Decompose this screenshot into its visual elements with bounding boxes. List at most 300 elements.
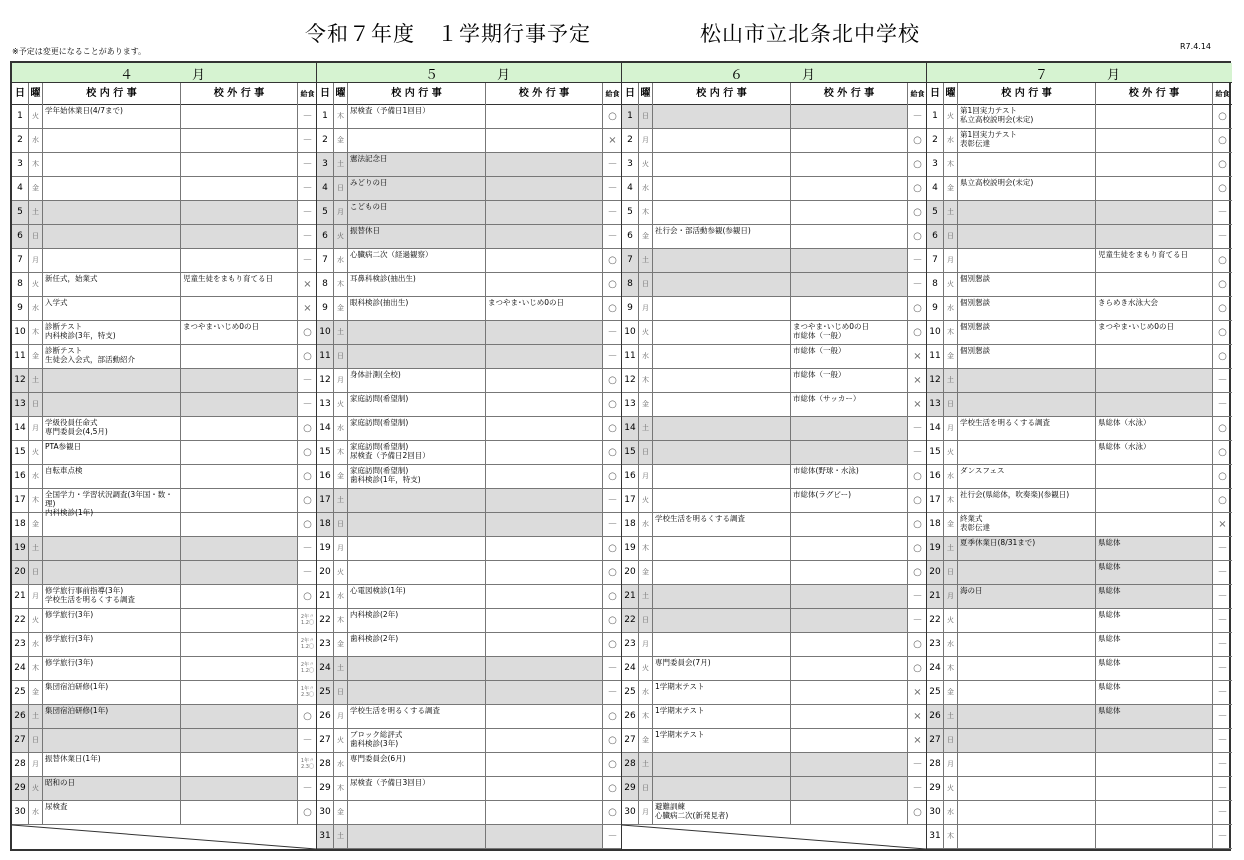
- day-cell: 13: [12, 393, 29, 416]
- day-cell: 22: [622, 609, 639, 632]
- external-event-cell: [1096, 513, 1213, 536]
- meal-cell: －: [607, 351, 618, 362]
- day-cell: 28: [927, 753, 944, 776]
- weekday-cell: 月: [944, 585, 958, 608]
- internal-event-cell: [653, 369, 791, 392]
- internal-event-cell: [958, 633, 1096, 656]
- meal-cell: 2年〃 1.2〇: [300, 638, 315, 650]
- day-cell: 6: [927, 225, 944, 248]
- meal-cell: ○: [608, 591, 617, 602]
- internal-event-cell: 診断テスト 生徒会入会式，部活動紹介: [43, 345, 181, 368]
- weekday-cell: 火: [334, 225, 348, 248]
- internal-event-cell: [958, 801, 1096, 824]
- meal-cell: ○: [1218, 111, 1227, 122]
- internal-event-cell: 学級役員任命式 専門委員会(4,5月): [43, 417, 181, 440]
- weekday-cell: 土: [944, 537, 958, 560]
- table-row: [622, 513, 926, 537]
- school-name: 松山市立北条北中学校: [700, 22, 920, 46]
- day-cell: 10: [622, 321, 639, 344]
- table-row: [622, 753, 926, 777]
- table-row: [317, 633, 621, 657]
- meal-cell: －: [1217, 639, 1228, 650]
- weekday-cell: 木: [334, 441, 348, 464]
- day-cell: 4: [317, 177, 334, 200]
- external-event-cell: [486, 753, 603, 776]
- day-cell: 27: [622, 729, 639, 752]
- internal-event-cell: 家庭訪問(希望制) 尿検査（予備日2回目）: [348, 441, 486, 464]
- col-meal: 給食: [1215, 90, 1230, 98]
- external-event-cell: [1096, 753, 1213, 776]
- internal-event-cell: [958, 153, 1096, 176]
- weekday-cell: 日: [639, 273, 653, 296]
- day-cell: 22: [317, 609, 334, 632]
- table-row: [317, 369, 621, 393]
- month-header: [927, 63, 1232, 83]
- meal-cell: －: [912, 111, 923, 122]
- table-row: [12, 561, 316, 585]
- internal-event-cell: [43, 393, 181, 416]
- meal-cell: －: [302, 159, 313, 170]
- weekday-cell: 日: [639, 105, 653, 128]
- internal-event-cell: [653, 633, 791, 656]
- external-event-cell: [181, 441, 298, 464]
- table-row: [927, 753, 1232, 777]
- day-cell: 9: [12, 297, 29, 320]
- day-cell: 18: [622, 513, 639, 536]
- internal-event-cell: 1学期末テスト: [653, 681, 791, 704]
- table-row: [927, 177, 1232, 201]
- meal-cell: ○: [608, 399, 617, 410]
- internal-event-cell: 身体計測(全校): [348, 369, 486, 392]
- col-day: 日: [12, 83, 29, 105]
- table-row: [317, 177, 621, 201]
- internal-event-cell: [348, 321, 486, 344]
- table-row: [622, 297, 926, 321]
- meal-cell: －: [912, 423, 923, 434]
- weekday-cell: 月: [29, 753, 43, 776]
- table-row: [927, 489, 1232, 513]
- table-row: [622, 201, 926, 225]
- external-event-cell: [486, 681, 603, 704]
- internal-event-cell: [958, 657, 1096, 680]
- weekday-cell: 火: [29, 777, 43, 800]
- table-row: [622, 369, 926, 393]
- weekday-cell: 火: [639, 489, 653, 512]
- table-row: [622, 465, 926, 489]
- day-cell: 9: [927, 297, 944, 320]
- table-row: [927, 729, 1232, 753]
- external-event-cell: [486, 369, 603, 392]
- internal-event-cell: [958, 609, 1096, 632]
- table-row: [927, 201, 1232, 225]
- meal-cell: －: [1217, 231, 1228, 242]
- month-unit: 月: [497, 68, 511, 83]
- day-cell: 16: [622, 465, 639, 488]
- day-cell: 27: [12, 729, 29, 752]
- weekday-cell: 金: [334, 297, 348, 320]
- external-event-cell: [1096, 489, 1213, 512]
- external-event-cell: [791, 609, 908, 632]
- table-row: [12, 177, 316, 201]
- meal-cell: ○: [303, 447, 312, 458]
- meal-cell: ○: [1218, 447, 1227, 458]
- meal-cell: ×: [303, 303, 312, 314]
- internal-event-cell: [348, 825, 486, 848]
- internal-event-cell: 修学旅行事前指導(3年) 学校生活を明るくする調査: [43, 585, 181, 608]
- col-weekday: 曜: [639, 83, 653, 105]
- internal-event-cell: 集団宿泊研修(1年): [43, 681, 181, 704]
- internal-event-cell: 社行会(県総体，吹奏楽)(参観日): [958, 489, 1096, 512]
- day-cell: 22: [12, 609, 29, 632]
- table-row: [927, 537, 1232, 561]
- internal-event-cell: [958, 441, 1096, 464]
- table-row: [927, 273, 1232, 297]
- day-cell: 11: [12, 345, 29, 368]
- table-row: [927, 297, 1232, 321]
- external-event-cell: [181, 105, 298, 128]
- internal-event-cell: みどりの日: [348, 177, 486, 200]
- meal-cell: ○: [303, 591, 312, 602]
- month-number: ７: [1035, 68, 1049, 83]
- internal-event-cell: 第1回実力テスト 表彰伝達: [958, 129, 1096, 152]
- meal-cell: －: [1217, 807, 1228, 818]
- table-row: [317, 225, 621, 249]
- external-event-cell: [181, 177, 298, 200]
- weekday-cell: 月: [334, 705, 348, 728]
- weekday-cell: 日: [29, 729, 43, 752]
- table-row: [12, 225, 316, 249]
- day-cell: 3: [12, 153, 29, 176]
- meal-cell: ○: [608, 543, 617, 554]
- meal-cell: ○: [608, 807, 617, 818]
- external-event-cell: [181, 681, 298, 704]
- table-row: [622, 417, 926, 441]
- meal-cell: ×: [913, 687, 922, 698]
- weekday-cell: 木: [334, 105, 348, 128]
- day-cell: 20: [317, 561, 334, 584]
- weekday-cell: 木: [29, 489, 43, 512]
- external-event-cell: [791, 249, 908, 272]
- meal-cell: －: [1217, 759, 1228, 770]
- day-cell: 8: [12, 273, 29, 296]
- weekday-cell: 金: [334, 633, 348, 656]
- table-row: [317, 201, 621, 225]
- table-row: [927, 705, 1232, 729]
- day-cell: 21: [12, 585, 29, 608]
- meal-cell: －: [912, 615, 923, 626]
- column-header-row: [622, 83, 926, 105]
- table-row: [317, 417, 621, 441]
- internal-event-cell: [653, 129, 791, 152]
- table-row: [12, 801, 316, 825]
- external-event-cell: [1096, 273, 1213, 296]
- external-event-cell: 市総体(ラグビー): [791, 489, 908, 512]
- table-row: [317, 249, 621, 273]
- day-cell: 18: [12, 513, 29, 536]
- table-row: [317, 273, 621, 297]
- weekday-cell: 金: [29, 513, 43, 536]
- meal-cell: －: [1217, 783, 1228, 794]
- weekday-cell: 月: [639, 297, 653, 320]
- weekday-cell: 火: [29, 609, 43, 632]
- external-event-cell: [181, 153, 298, 176]
- external-event-cell: [791, 537, 908, 560]
- table-row: [317, 513, 621, 537]
- table-row: [927, 801, 1232, 825]
- table-row: [12, 657, 316, 681]
- day-cell: 29: [927, 777, 944, 800]
- internal-event-cell: 新任式，始業式: [43, 273, 181, 296]
- day-cell: 8: [927, 273, 944, 296]
- meal-cell: －: [607, 327, 618, 338]
- internal-event-cell: [43, 561, 181, 584]
- day-cell: 5: [622, 201, 639, 224]
- day-cell: 8: [317, 273, 334, 296]
- internal-event-cell: [348, 513, 486, 536]
- day-cell: 8: [622, 273, 639, 296]
- day-cell: 26: [622, 705, 639, 728]
- day-cell: 13: [317, 393, 334, 416]
- table-row: [12, 393, 316, 417]
- internal-event-cell: [653, 441, 791, 464]
- table-row: [622, 249, 926, 273]
- col-external: 校 外 行 事: [486, 83, 603, 105]
- weekday-cell: 金: [29, 681, 43, 704]
- external-event-cell: まつやま･いじめ0の日 市総体（一般）: [791, 321, 908, 344]
- meal-cell: ○: [1218, 159, 1227, 170]
- meal-cell: ○: [913, 495, 922, 506]
- meal-cell: －: [607, 519, 618, 530]
- month-header: [317, 63, 621, 83]
- col-day: 日: [622, 83, 639, 105]
- day-cell: 28: [12, 753, 29, 776]
- table-row: [927, 441, 1232, 465]
- meal-cell: ○: [913, 135, 922, 146]
- external-event-cell: [486, 537, 603, 560]
- external-event-cell: [486, 345, 603, 368]
- day-cell: 19: [927, 537, 944, 560]
- internal-event-cell: 尿検査（予備日3回目）: [348, 777, 486, 800]
- meal-cell: ○: [608, 423, 617, 434]
- internal-event-cell: [653, 201, 791, 224]
- external-event-cell: [486, 249, 603, 272]
- day-cell: 29: [317, 777, 334, 800]
- internal-event-cell: [653, 153, 791, 176]
- day-cell: 5: [317, 201, 334, 224]
- external-event-cell: 県総体: [1096, 585, 1213, 608]
- external-event-cell: [181, 513, 298, 536]
- internal-event-cell: 修学旅行(3年): [43, 657, 181, 680]
- meal-cell: －: [302, 111, 313, 122]
- day-cell: 25: [317, 681, 334, 704]
- internal-event-cell: [653, 345, 791, 368]
- weekday-cell: 金: [944, 177, 958, 200]
- table-row: [317, 705, 621, 729]
- internal-event-cell: 修学旅行(3年): [43, 633, 181, 656]
- table-row: [622, 633, 926, 657]
- meal-cell: ○: [303, 495, 312, 506]
- external-event-cell: [1096, 225, 1213, 248]
- weekday-cell: 日: [29, 225, 43, 248]
- day-cell: 19: [12, 537, 29, 560]
- meal-cell: ○: [608, 447, 617, 458]
- weekday-cell: 火: [944, 441, 958, 464]
- meal-cell: ○: [913, 807, 922, 818]
- weekday-cell: 火: [944, 273, 958, 296]
- meal-cell: －: [1217, 591, 1228, 602]
- table-row: [317, 609, 621, 633]
- day-cell: 31: [317, 825, 334, 848]
- weekday-cell: 月: [944, 417, 958, 440]
- table-row: [317, 561, 621, 585]
- weekday-cell: 火: [334, 393, 348, 416]
- table-row: [317, 321, 621, 345]
- meal-cell: ○: [608, 759, 617, 770]
- meal-cell: ○: [608, 639, 617, 650]
- weekday-cell: 土: [639, 585, 653, 608]
- external-event-cell: 市総体(野球・水泳): [791, 465, 908, 488]
- weekday-cell: 日: [334, 513, 348, 536]
- table-row: [12, 249, 316, 273]
- meal-cell: 1年〃 2.3〇: [300, 686, 315, 698]
- weekday-cell: 水: [639, 681, 653, 704]
- external-event-cell: [486, 441, 603, 464]
- table-row: [622, 561, 926, 585]
- table-row: [927, 609, 1232, 633]
- weekday-cell: 金: [639, 729, 653, 752]
- external-event-cell: [486, 825, 603, 848]
- internal-event-cell: [653, 273, 791, 296]
- weekday-cell: 水: [639, 177, 653, 200]
- day-cell: 3: [927, 153, 944, 176]
- table-row: [927, 129, 1232, 153]
- internal-event-cell: [43, 225, 181, 248]
- weekday-cell: 月: [639, 633, 653, 656]
- external-event-cell: まつやま･いじめ0の日: [181, 321, 298, 344]
- weekday-cell: 日: [639, 609, 653, 632]
- meal-cell: －: [302, 375, 313, 386]
- external-event-cell: [791, 129, 908, 152]
- meal-cell: ○: [913, 543, 922, 554]
- external-event-cell: 県総体: [1096, 561, 1213, 584]
- day-cell: 18: [927, 513, 944, 536]
- external-event-cell: [791, 729, 908, 752]
- internal-event-cell: 振替休業日(1年): [43, 753, 181, 776]
- internal-event-cell: [653, 489, 791, 512]
- table-row: [317, 777, 621, 801]
- day-cell: 23: [927, 633, 944, 656]
- meal-cell: ○: [913, 183, 922, 194]
- day-cell: 25: [12, 681, 29, 704]
- internal-event-cell: [958, 777, 1096, 800]
- external-event-cell: 県総体: [1096, 633, 1213, 656]
- internal-event-cell: [653, 465, 791, 488]
- table-row: [622, 105, 926, 129]
- meal-cell: ○: [608, 735, 617, 746]
- table-row: [12, 609, 316, 633]
- external-event-cell: [791, 297, 908, 320]
- table-row: [622, 681, 926, 705]
- weekday-cell: 金: [29, 177, 43, 200]
- weekday-cell: 月: [29, 585, 43, 608]
- table-row: [622, 129, 926, 153]
- external-event-cell: [181, 201, 298, 224]
- internal-event-cell: 1学期末テスト: [653, 729, 791, 752]
- day-cell: 2: [317, 129, 334, 152]
- weekday-cell: 日: [334, 345, 348, 368]
- month-unit: 月: [1107, 68, 1121, 83]
- external-event-cell: [486, 417, 603, 440]
- weekday-cell: 土: [29, 369, 43, 392]
- table-row: [927, 513, 1232, 537]
- table-row: [12, 273, 316, 297]
- day-cell: 12: [622, 369, 639, 392]
- day-cell: 1: [317, 105, 334, 128]
- day-cell: 16: [12, 465, 29, 488]
- meal-cell: －: [1217, 615, 1228, 626]
- external-event-cell: [486, 273, 603, 296]
- day-cell: 2: [12, 129, 29, 152]
- col-meal: 給食: [910, 90, 925, 98]
- external-event-cell: [1096, 177, 1213, 200]
- meal-cell: ○: [1218, 183, 1227, 194]
- day-cell: 23: [317, 633, 334, 656]
- weekday-cell: 木: [334, 609, 348, 632]
- external-event-cell: [181, 537, 298, 560]
- meal-cell: －: [1217, 375, 1228, 386]
- day-cell: 12: [12, 369, 29, 392]
- weekday-cell: 水: [334, 417, 348, 440]
- page-title: 令和７年度 １学期行事予定: [305, 22, 591, 46]
- table-row: [317, 105, 621, 129]
- external-event-cell: 児童生徒をまもり育てる日: [181, 273, 298, 296]
- external-event-cell: [181, 249, 298, 272]
- day-cell: 26: [12, 705, 29, 728]
- weekday-cell: 水: [944, 297, 958, 320]
- table-row: [12, 129, 316, 153]
- meal-cell: ○: [608, 471, 617, 482]
- external-event-cell: [791, 561, 908, 584]
- meal-cell: －: [1217, 207, 1228, 218]
- external-event-cell: [486, 729, 603, 752]
- table-row: [12, 585, 316, 609]
- weekday-cell: 土: [639, 417, 653, 440]
- external-event-cell: [181, 345, 298, 368]
- weekday-cell: 水: [944, 633, 958, 656]
- table-row: [317, 729, 621, 753]
- internal-event-cell: [653, 561, 791, 584]
- day-cell: 6: [622, 225, 639, 248]
- external-event-cell: [486, 585, 603, 608]
- internal-event-cell: [653, 105, 791, 128]
- internal-event-cell: こどもの日: [348, 201, 486, 224]
- meal-cell: －: [607, 495, 618, 506]
- weekday-cell: 金: [639, 225, 653, 248]
- day-cell: 13: [927, 393, 944, 416]
- external-event-cell: 県総体（水泳）: [1096, 417, 1213, 440]
- table-row: [622, 273, 926, 297]
- meal-cell: －: [912, 591, 923, 602]
- day-cell: 30: [12, 801, 29, 824]
- external-event-cell: [181, 561, 298, 584]
- day-cell: 17: [927, 489, 944, 512]
- weekday-cell: 木: [639, 201, 653, 224]
- weekday-cell: 金: [639, 393, 653, 416]
- external-event-cell: [486, 153, 603, 176]
- day-cell: 20: [622, 561, 639, 584]
- internal-event-cell: [348, 345, 486, 368]
- external-event-cell: [1096, 153, 1213, 176]
